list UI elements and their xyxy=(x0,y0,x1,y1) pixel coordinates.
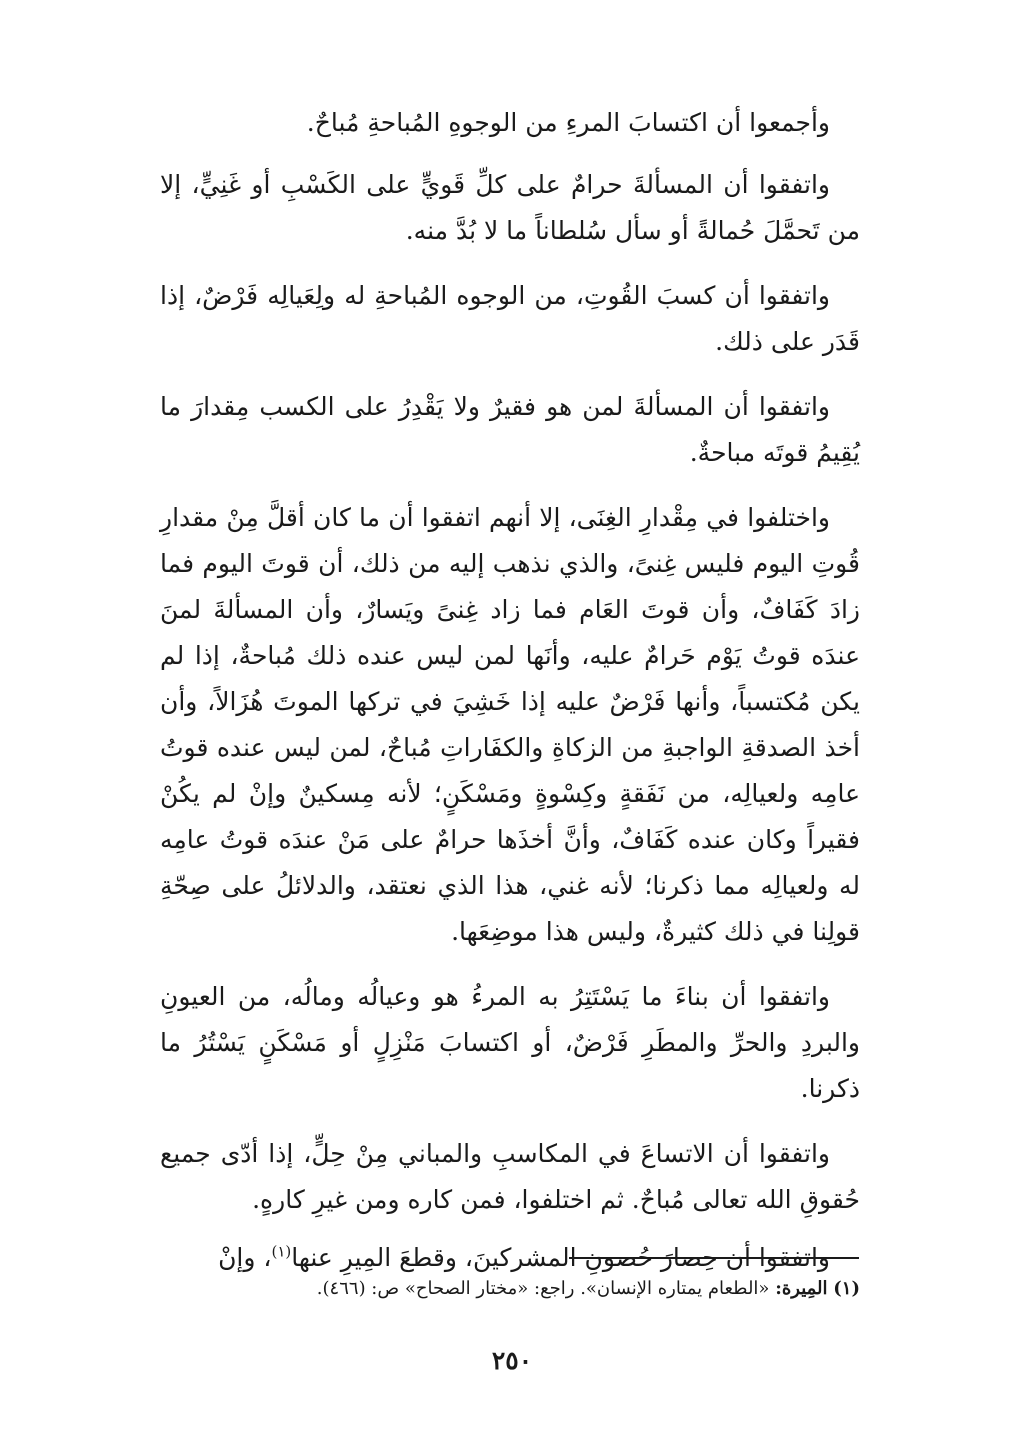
paragraph-begging-permitted: واتفقوا أن المسألةَ لمن هو فقيرٌ ولا يَقْدِرُ على الكسب مِقدارَ ما يُقِيمُ قوتَه مباحةٌ. xyxy=(160,392,860,467)
footnote xyxy=(160,1274,860,1304)
footnote-reference: (١) xyxy=(271,1242,292,1261)
paragraph-siege-continuation: ، وإنْ xyxy=(218,1243,272,1272)
paragraph-earning-sustenance: واتفقوا أن كسبَ القُوتِ، من الوجوه المُباحةِ له ولِعَيالِه فَرْضٌ، إذا قَدَر على ذلك. xyxy=(160,281,860,356)
footnote-text: «الطعام يمتاره الإنسان». راجع: «مختار الصحاح» ص: (٤٦٦). xyxy=(316,1278,770,1299)
paragraph-consensus-earning: وأجمعوا أن اكتسابَ المرءِ من الوجوهِ المُباحةِ مُباحٌ. xyxy=(306,108,830,137)
page-body xyxy=(160,100,860,1300)
footnote-number: (١) xyxy=(833,1278,860,1299)
footnote-divider xyxy=(569,1257,859,1259)
paragraph-amount-of-wealth: واختلفوا في مِقْدارِ الغِنَى، إلا أنهم اتفقوا أن ما كان أقلَّ مِنْ مقدارِ قُوتِ اليوم فليس غِنىً، والذي نذهب إليه من ذلك، أن قوتَ اليوم فما زادَ كَفَافٌ، وأن قوتَ العَام فما زاد غِنىً ويَسارٌ، وأن المسألةَ لمنَ عندَه قوتُ يَوْم حَرامٌ عليه، وأنَها لمن ليس عنده ذلك مُباحةٌ، إذا لم يكن مُكتسباً، وأنها فَرْضٌ عليه إذا خَشِيَ في تركها الموتَ هُزَالاً، وأن أخذ الصدقةِ الواجبةِ من الزكاةِ والكفَاراتِ مُباحٌ، لمن ليس عنده قوتُ عامِه ولعيالِه، من نَفَقةٍ وكِسْوةٍ ومَسْكَنٍ؛ لأنه مِسكينٌ وإنْ لم يكُنْ فقيراً وكان عنده كَفَافٌ، وأنَّ أخذَها حرامٌ على مَنْ عندَه قوتُ عامِه له ولعيالِه مما ذكرنا؛ لأنه غني، هذا الذي نعتقد، والدلائلُ على صِحّةِ قولِنا في ذلك كثيرةٌ، وليس هذا موضِعَها. xyxy=(160,503,860,946)
footnote-term: المِيرة: xyxy=(775,1278,828,1299)
page-number: ٢٥٠ xyxy=(491,1346,533,1375)
paragraph-building-shelter: واتفقوا أن بناءَ ما يَسْتَتِرُ به المرءُ هو وعيالُه ومالُه، من العيونِ والبردِ والحرِّ والمطَرِ فَرْضٌ، أو اكتسابَ مَنْزِلٍ أو مَسْكَنٍ يَسْتُرُ ما ذكرنا. xyxy=(160,982,860,1103)
paragraph-begging-forbidden: واتفقوا أن المسألةَ حرامٌ على كلِّ قَويٍّ على الكَسْبِ أو غَنِيٍّ، إلا من تَحمَّلَ حُمالةً أو سأل سُلطاناً ما لا بُدَّ منه. xyxy=(160,170,860,245)
paragraph-siege-text: واتفقوا أن حِصارَ حُصونِ المشركينَ، وقطعَ المِيرِ عنها xyxy=(291,1243,830,1272)
paragraph-expansion-earnings: واتفقوا أن الاتساعَ في المكاسبِ والمباني مِنْ حِلٍّ، إذا أدّى جميع حُقوقِ الله تعالى مُباحٌ. ثم اختلفوا، فمن كاره ومن غيرِ كارهٍ. xyxy=(160,1139,860,1214)
